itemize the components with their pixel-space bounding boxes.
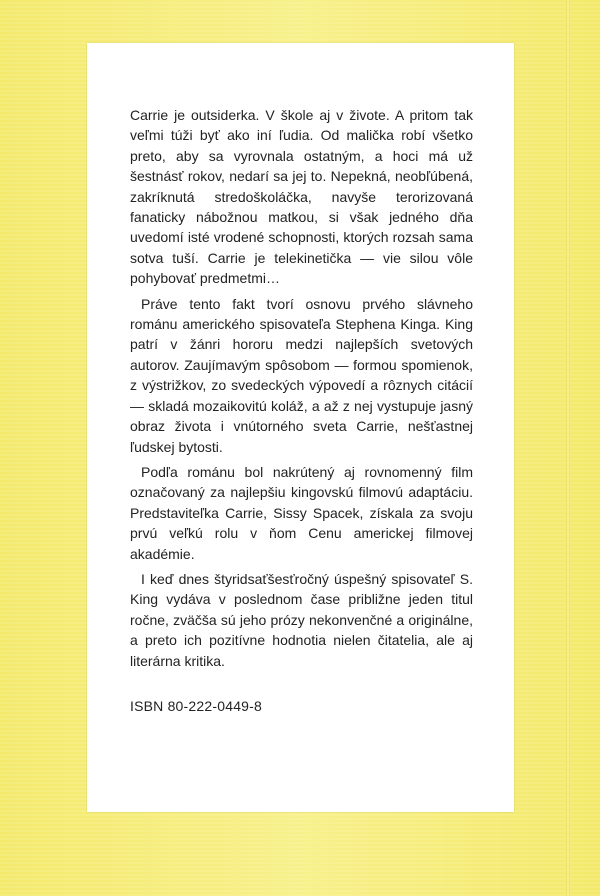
blurb-panel [87,43,514,812]
blurb-paragraph-3: Podľa románu bol nakrútený aj rovnomenný film označovaný za najlepšiu kingovskú filmovú adaptáciu. Predstaviteľka Carrie, Sissy Spacek, získala za svoju prvú veľkú rolu v ňom Cenu americkej filmovej akadémie. [130,463,473,562]
blurb-paragraph-1: Carrie je outsiderka. V škole aj v živote. A pritom tak veľmi túži byť ako iní ľudia. Od malička robí všetko preto, aby sa vyrovnala ostatným, a hoci má už šestnásť rokov, nedarí sa jej to. Nepekná, neobľúbená, zakríknutá stredoškoláčka, navyše terorizovaná fanaticky nábožnou matkou, si však jedného dňa uvedomí isté vrodené schopnosti, ktorých rozsah sama sotva tuší. Carrie je telekinetička — vie silou vôle pohybovať predmetmi… [130,107,473,287]
blurb-paragraph-2: Práve tento fakt tvorí osnovu prvého slávneho románu amerického spisovateľa Stephena Kinga. King patrí v žánri hororu medzi najlepších svetových autorov. Zaujímavým spôsobom — formou spomienok, z výstrižkov, zo svedeckých výpovedí a rôznych citácií — skladá mozaikovitú koláž, a až z nej vystupuje jasný obraz života i vnútorného sveta Carrie, nešťastnej ľudskej bytosti. [130,295,473,455]
blurb-paragraph-4: I keď dnes štyridsaťšesťročný úspešný spisovateľ S. King vydáva v poslednom čase približne jeden titul ročne, zväčša sú jeho prózy nekonvenčné a originálne, a preto ich pozitívne hodnotia nielen čitatelia, ale aj literárna kritika. [130,570,473,669]
blurb-text [130,105,473,676]
isbn-number: ISBN 80-222-0449-8 [130,698,263,714]
cover-fold-edge [566,0,570,896]
